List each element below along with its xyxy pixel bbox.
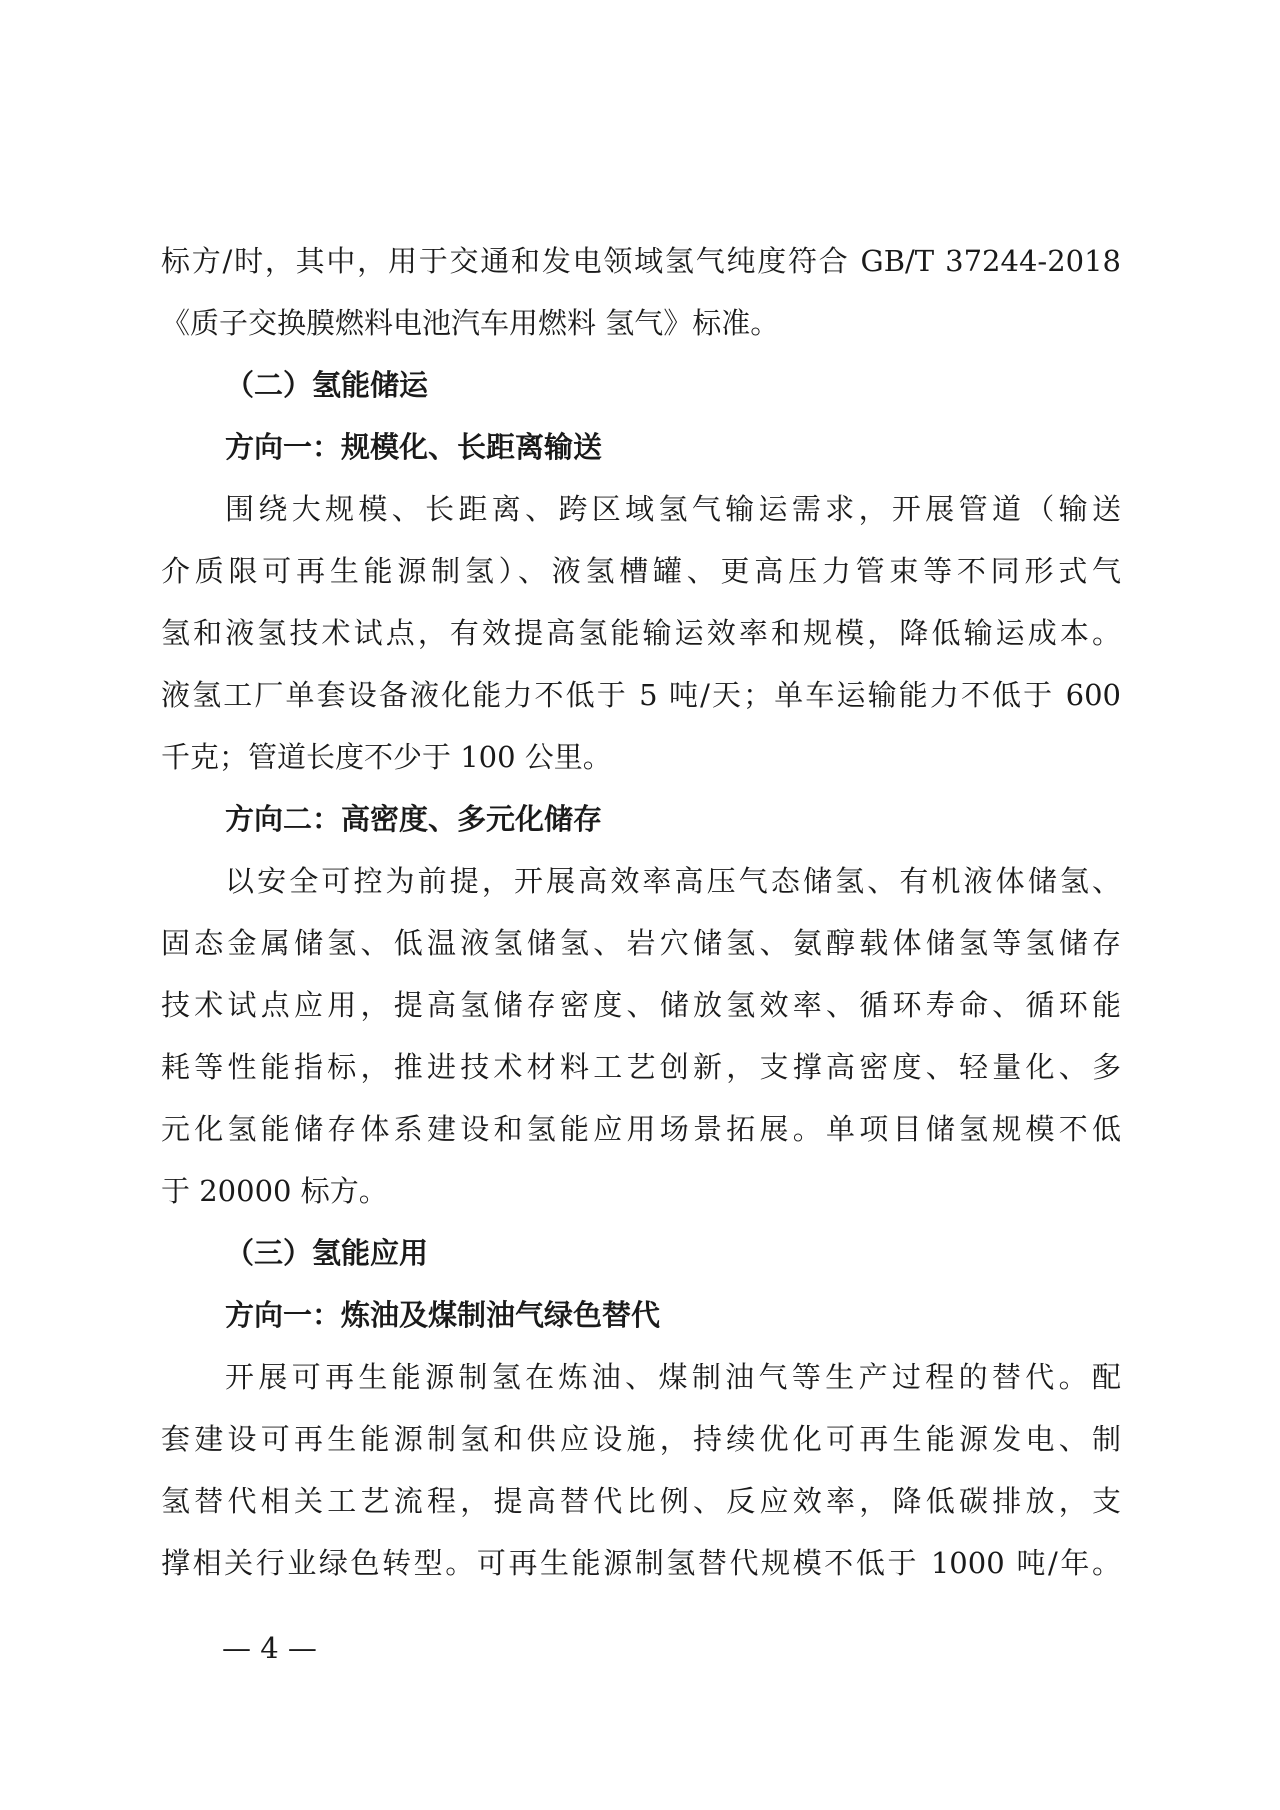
paragraph-line: 固态金属储氢、低温液氢储氢、岩穴储氢、氨醇载体储氢等氢储存 xyxy=(161,926,1121,960)
paragraph-line: 标方/时，其中，用于交通和发电领域氢气纯度符合 GB/T 37244-2018 xyxy=(161,244,1121,278)
paragraph-line: 介质限可再生能源制氢）、液氢槽罐、更高压力管束等不同形式气 xyxy=(161,554,1121,588)
paragraph-line: 《质子交换膜燃料电池汽车用燃料 氢气》标准。 xyxy=(161,306,780,340)
paragraph-line: 围绕大规模、长距离、跨区域氢气输运需求，开展管道（输送 xyxy=(225,492,1121,526)
paragraph-line: 技术试点应用，提高氢储存密度、储放氢效率、循环寿命、循环能 xyxy=(161,988,1121,1022)
paragraph-line: 以安全可控为前提，开展高效率高压气态储氢、有机液体储氢、 xyxy=(225,864,1121,898)
section-heading-hydrogen-application: （三）氢能应用 xyxy=(225,1236,429,1270)
paragraph-line: 元化氢能储存体系建设和氢能应用场景拓展。单项目储氢规模不低 xyxy=(161,1112,1121,1146)
paragraph-line: 于 20000 标方。 xyxy=(161,1174,388,1208)
direction-heading-large-scale-transport: 方向一：规模化、长距离输送 xyxy=(225,430,603,464)
paragraph-line: 氢和液氢技术试点，有效提高氢能输运效率和规模，降低输运成本。 xyxy=(161,616,1121,650)
paragraph-line: 千克；管道长度不少于 100 公里。 xyxy=(161,740,612,774)
paragraph-line: 耗等性能指标，推进技术材料工艺创新，支撑高密度、轻量化、多 xyxy=(161,1050,1121,1084)
direction-heading-high-density-storage: 方向二：高密度、多元化储存 xyxy=(225,802,603,836)
page-number: — 4 — xyxy=(222,1631,317,1665)
direction-heading-refining-substitution: 方向一：炼油及煤制油气绿色替代 xyxy=(225,1298,661,1332)
document-body xyxy=(161,230,1121,1594)
paragraph-line: 套建设可再生能源制氢和供应设施，持续优化可再生能源发电、制 xyxy=(161,1422,1121,1456)
paragraph-line: 液氢工厂单套设备液化能力不低于 5 吨/天；单车运输能力不低于 600 xyxy=(161,678,1121,712)
paragraph-line: 撑相关行业绿色转型。可再生能源制氢替代规模不低于 1000 吨/年。 xyxy=(161,1546,1121,1580)
paragraph-line: 开展可再生能源制氢在炼油、煤制油气等生产过程的替代。配 xyxy=(225,1360,1121,1394)
paragraph-line: 氢替代相关工艺流程，提高替代比例、反应效率，降低碳排放，支 xyxy=(161,1484,1121,1518)
section-heading-hydrogen-storage-transport: （二）氢能储运 xyxy=(225,368,429,402)
